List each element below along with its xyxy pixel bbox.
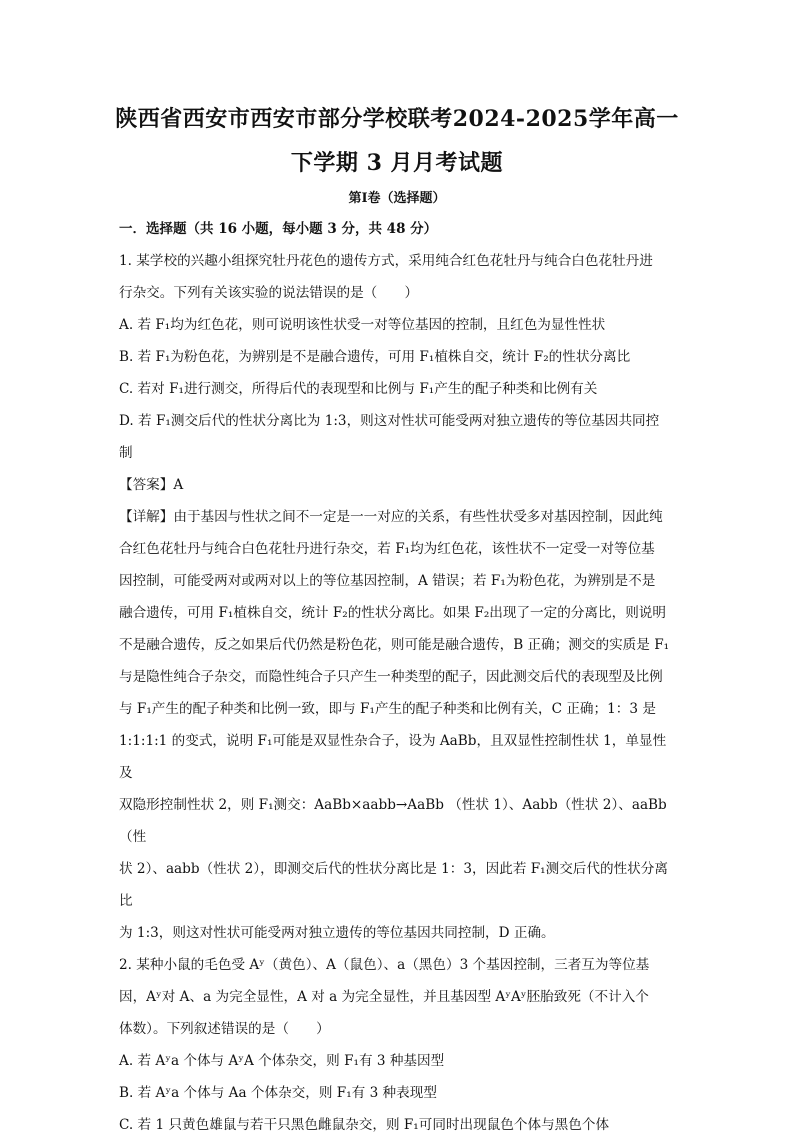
- q1-option-c: C. 若对 F₁进行测交，所得后代的表现型和比例与 F₁产生的配子种类和比例有关: [119, 381, 598, 397]
- volume-subtitle: 第Ⅰ卷（选择题）: [348, 191, 446, 206]
- section-heading: 一．选择题（共 16 小题，每小题 3 分，共 48 分）: [119, 221, 438, 237]
- q1-option-a: A. 若 F₁均为红色花，则可说明该性状受一对等位基因的控制，且红色为显性性状: [119, 317, 606, 333]
- q2-option-c: C. 若 1 只黄色雄鼠与若干只黑色雌鼠杂交，则 F₁可同时出现鼠色个体与黑色个体: [119, 1117, 610, 1133]
- q1-explanation-line: 状 2）、aabb（性状 2），即测交后代的性状分离比是 1：3，因此若 F₁测交后代的性状分离比: [119, 861, 668, 909]
- question-1: [119, 245, 679, 1141]
- q1-explanation-line: 与是隐性纯合子杂交，而隐性纯合子只产生一种类型的配子，因此测交后代的表现型及比例: [119, 669, 663, 685]
- q2-stem-line: 2. 某种小鼠的毛色受 Aʸ（黄色）、A（鼠色）、a（黑色）3 个基因控制，三者互为等位基: [119, 957, 650, 973]
- q1-explanation-line: 不是融合遗传，反之如果后代仍然是粉色花，则可能是融合遗传，B 正确；测交的实质是 F₁: [119, 637, 670, 653]
- q1-explanation-line: 双隐形控制性状 2，则 F₁测交：AaBb×aabb→AaBb （性状 1）、Aabb（性状 2）、aaBb（性: [119, 797, 667, 845]
- q1-option-b: B. 若 F₁为粉色花，为辨别是不是融合遗传，可用 F₁植株自交，统计 F₂的性状分离比: [119, 349, 631, 365]
- q1-explanation-line: 与 F₁产生的配子种类和比例一致，即与 F₁产生的配子种类和比例有关，C 正确；1：3 是: [119, 701, 656, 717]
- q1-explanation-line: 1:1:1:1 的变式，说明 F₁可能是双显性杂合子，设为 AaBb，且双显性控制性状 1，单显性及: [119, 733, 667, 781]
- q1-stem-line: 行杂交。下列有关该实验的说法错误的是（ ）: [119, 285, 419, 301]
- q2-stem-line: 体数）。下列叙述错误的是（ ）: [119, 1021, 330, 1037]
- q1-explanation-line: 【详解】由于基因与性状之间不一定是一一对应的关系，有些性状受多对基因控制，因此纯: [119, 509, 663, 525]
- q2-option-b: B. 若 Aʸa 个体与 Aa 个体杂交，则 F₁有 3 种表现型: [119, 1085, 437, 1101]
- page-title-line-2: 下学期 3 月月考试题: [290, 150, 504, 176]
- q1-explanation-line: 融合遗传，可用 F₁植株自交，统计 F₂的性状分离比。如果 F₂出现了一定的分离比，则说明: [119, 605, 666, 621]
- q1-option-d-cont: 制: [119, 445, 133, 461]
- q1-stem-line: 1. 某学校的兴趣小组探究牡丹花色的遗传方式，采用纯合红色花牡丹与纯合白色花牡丹进: [119, 253, 653, 269]
- q1-option-d: D. 若 F₁测交后代的性状分离比为 1:3，则这对性状可能受两对独立遗传的等位基因共同控: [119, 413, 660, 429]
- q1-explanation-line: 因控制，可能受两对或两对以上的等位基因控制，A 错误；若 F₁为粉色花，为辨别是不是: [119, 573, 656, 589]
- page-title-line-1: 陕西省西安市西安市部分学校联考2024-2025学年高一: [115, 106, 679, 132]
- q2-stem-line: 因，Aʸ对 A、a 为完全显性，A 对 a 为完全显性，并且基因型 AʸAʸ胚胎致死（不计入个: [119, 989, 649, 1005]
- q1-explanation-line: 为 1:3，则这对性状可能受两对独立遗传的等位基因共同控制，D 正确。: [119, 925, 555, 941]
- q2-option-a: A. 若 Aʸa 个体与 AʸA 个体杂交，则 F₁有 3 种基因型: [119, 1053, 445, 1069]
- q1-explanation-line: 合红色花牡丹与纯合白色花牡丹进行杂交，若 F₁均为红色花，该性状不一定受一对等位基: [119, 541, 655, 557]
- q1-answer: 【答案】A: [119, 477, 184, 493]
